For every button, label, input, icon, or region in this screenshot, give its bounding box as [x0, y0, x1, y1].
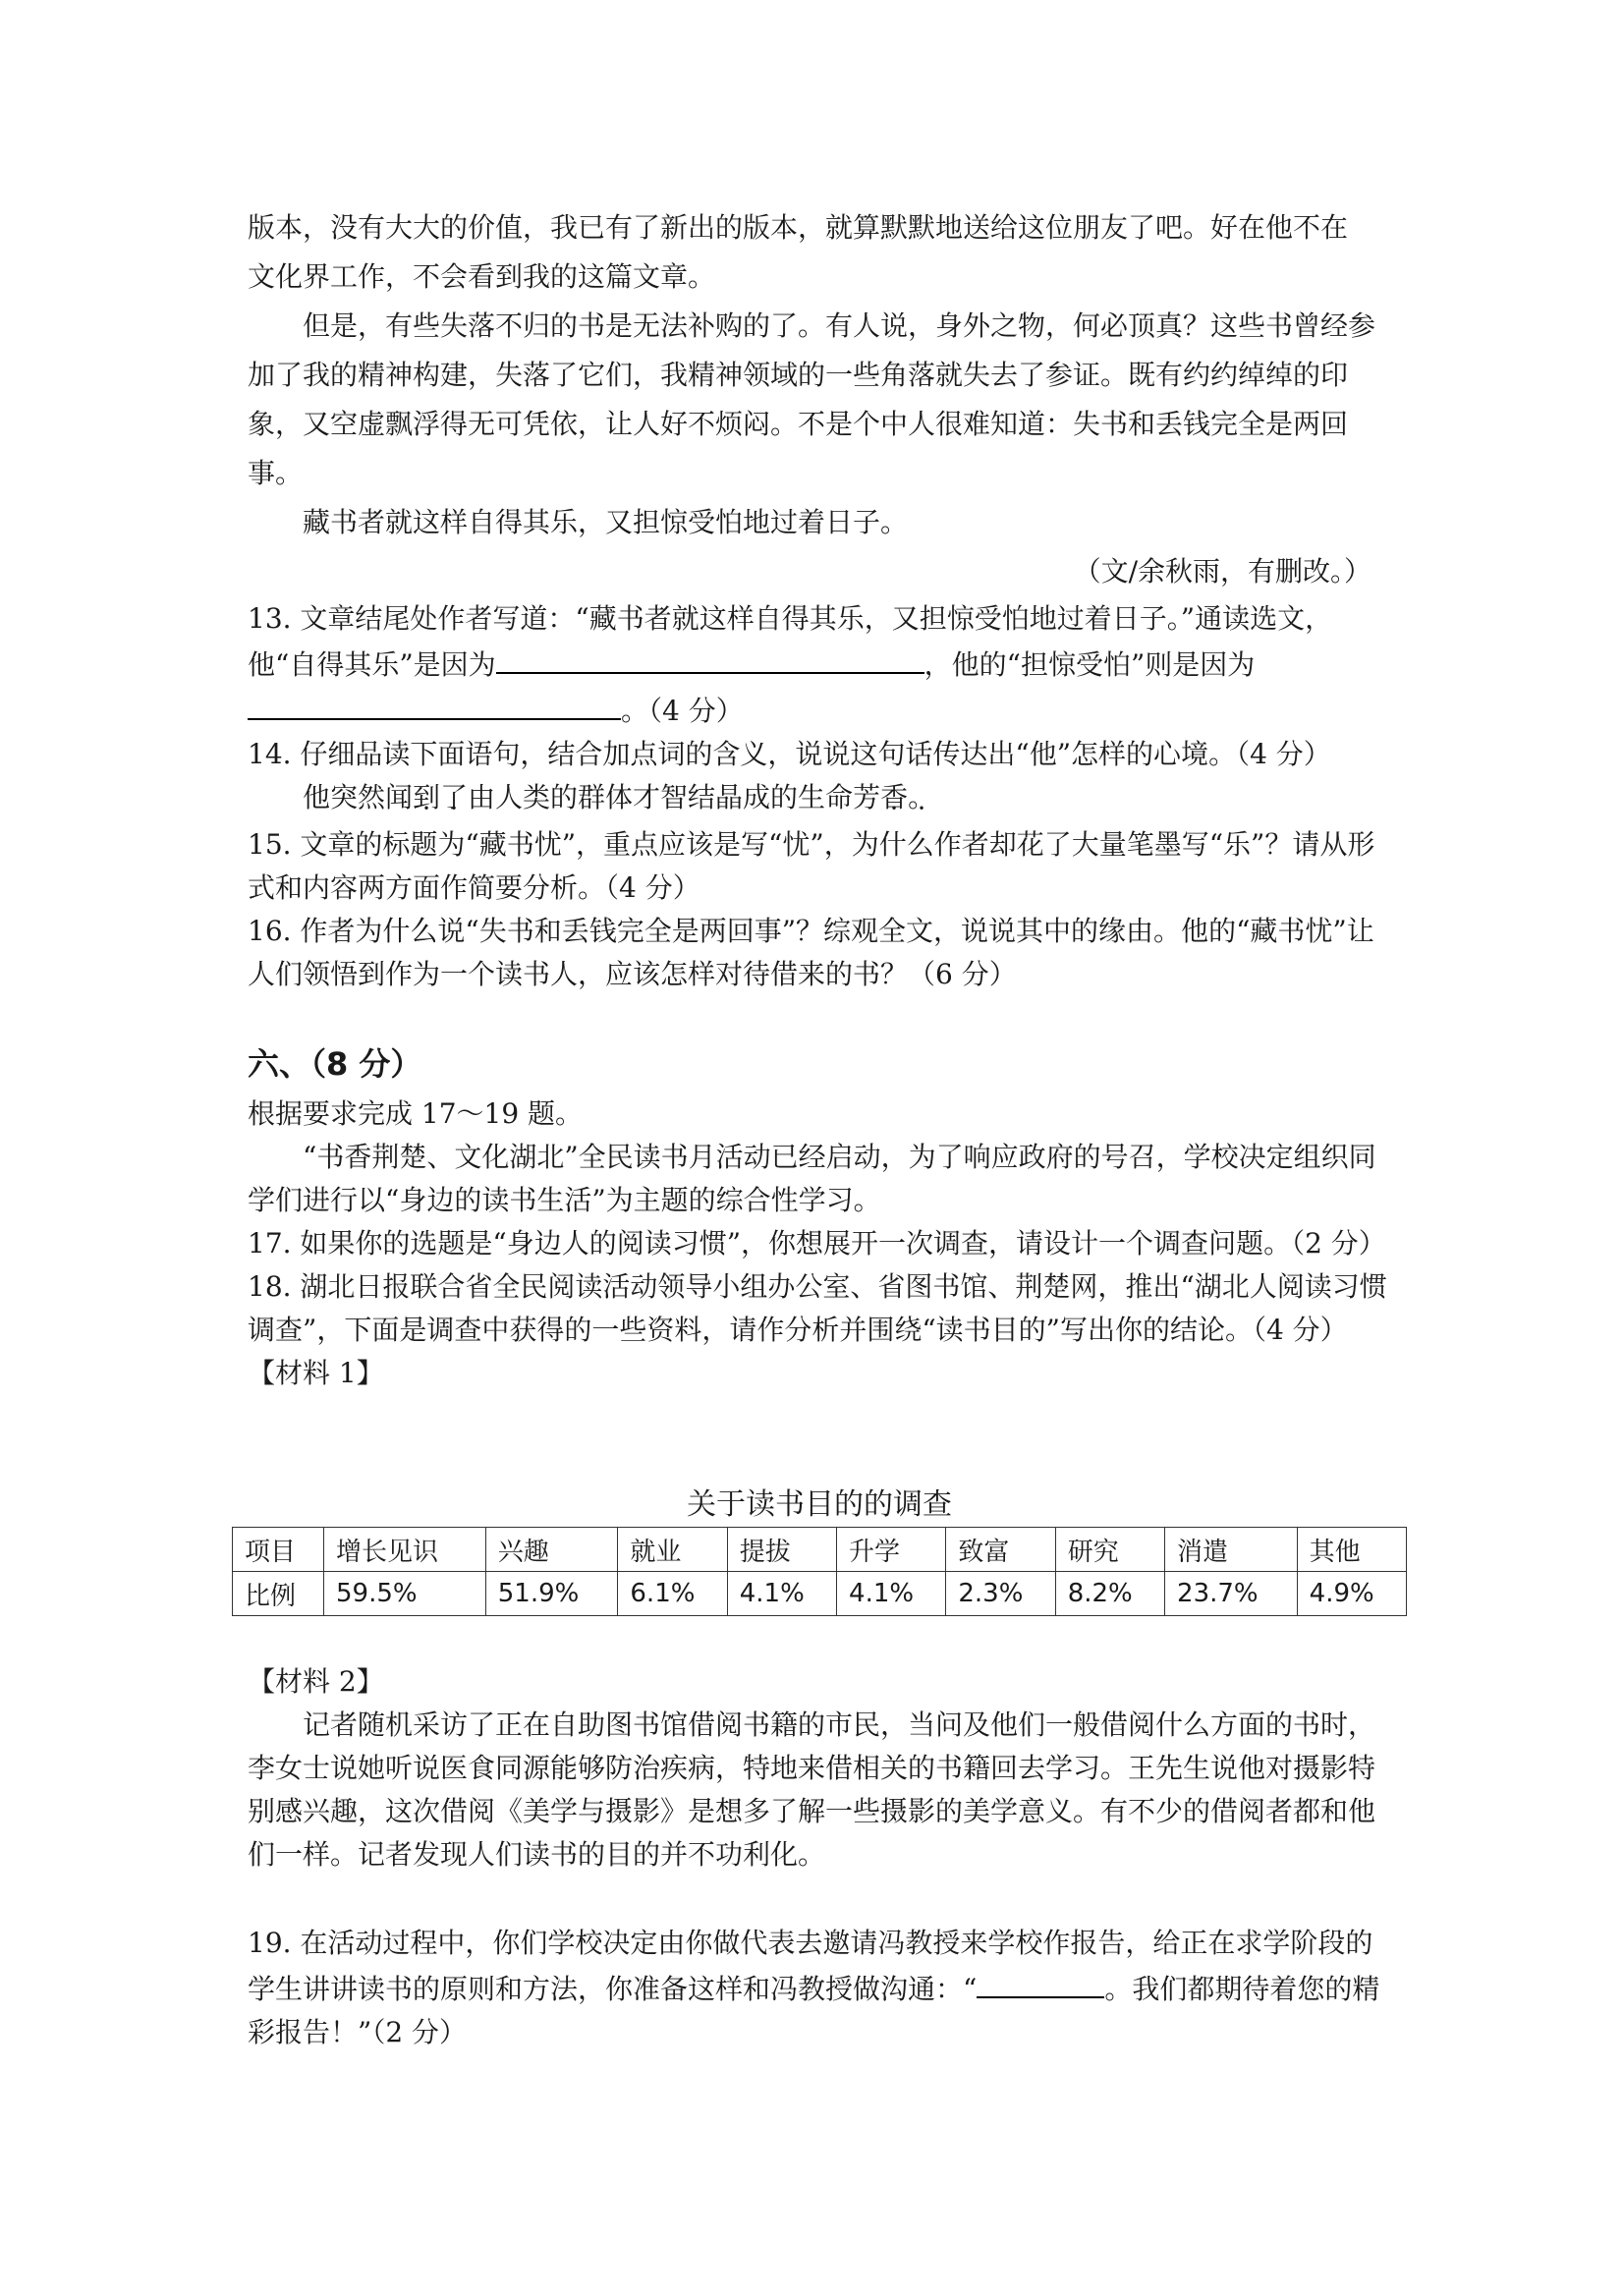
question-15: 15. 文章的标题为“藏书忧”，重点应该是写“忧”，为什么作者却花了大量笔墨写“乐”？请从形式和内容两方面作简要分析。（4 分）: [248, 828, 1375, 904]
questions-13-16: [248, 597, 1387, 996]
question-14: 14. 仔细品读下面语句，结合加点词的含义，说说这句话传达出“他”怎样的心境。（4 分）: [248, 738, 1331, 770]
table-cell: 就业: [618, 1528, 727, 1572]
question-14-quote: [248, 776, 1387, 819]
table-cell: 2.3%: [946, 1572, 1055, 1616]
table-cell: 51.9%: [485, 1572, 618, 1616]
dotted-char: 香: [880, 781, 909, 813]
table-cell: 其他: [1297, 1528, 1406, 1572]
passage-paragraph-3: 藏书者就这样自得其乐，又担惊受怕地过着日子。: [303, 506, 909, 538]
quote-text-2: 了由人类的群体才智结晶成的生命: [440, 781, 854, 813]
table-cell: 23.7%: [1165, 1572, 1298, 1616]
dotted-char: 芳: [853, 781, 881, 813]
survey-table: [232, 1527, 1407, 1616]
table-row-items: [233, 1528, 1407, 1572]
question-13-blank-1[interactable]: [496, 641, 924, 674]
question-18: 18. 湖北日报联合省全民阅读活动领导小组办公室、省图书馆、荆楚网，推出“湖北人阅读习惯调查”，下面是调查中获得的一些资料，请作分析并围绕“读书目的”写出你的结论。（4 分）: [248, 1270, 1387, 1346]
question-19: [248, 1922, 1387, 2054]
table-row-ratios: [233, 1572, 1407, 1616]
section-6-title: 六、（8 分）: [248, 1045, 422, 1083]
passage-paragraph-1-line-2: 文化界工作，不会看到我的这篇文章。: [248, 260, 716, 293]
table-cell: 消遣: [1165, 1528, 1298, 1572]
dotted-char: 到: [413, 781, 441, 813]
question-19-text-b: 。我们都期待着您的精彩报告！”（2 分）: [248, 1973, 1380, 2048]
material-1-label: 【材料 1】: [248, 1357, 384, 1389]
table-cell: 4.1%: [727, 1572, 836, 1616]
question-13-text-b: ，他的“担惊受怕”则是因为: [923, 648, 1256, 681]
section-6-body: [248, 1092, 1387, 1395]
table-cell: 8.2%: [1055, 1572, 1164, 1616]
table-cell: 提拔: [727, 1528, 836, 1572]
table-row-header: 比例: [233, 1572, 324, 1616]
table-cell: 4.1%: [837, 1572, 946, 1616]
passage-paragraph-2: 但是，有些失落不归的书是无法补购的了。有人说，身外之物，何必顶真？这些书曾经参加了我的精神构建，失落了它们，我精神领域的一些角落就失去了参证。既有约约绰绰的印象，又空虚飘浮得无可凭依，让人好不烦闷。不是个中人很难知道：失书和丢钱完全是两回事。: [248, 309, 1376, 489]
question-13: [248, 597, 1387, 733]
material-2: [248, 1660, 1387, 1876]
section-6-context: “书香荆楚、文化湖北”全民读书月活动已经启动，为了响应政府的号召，学校决定组织同学们进行以“身边的读书生活”为主题的综合性学习。: [248, 1141, 1376, 1216]
question-13-text-c: 。（4 分）: [621, 695, 744, 727]
question-17: 17. 如果你的选题是“身边人的阅读习惯”，你想展开一次调查，请设计一个调查问题。（2 分）: [248, 1227, 1386, 1260]
table-cell: 致富: [946, 1528, 1055, 1572]
quote-text-1: 他突然: [303, 781, 386, 813]
table-cell: 6.1%: [618, 1572, 727, 1616]
question-13-blank-2[interactable]: [248, 687, 621, 720]
question-16: 16. 作者为什么说“失书和丢钱完全是两回事”？综观全文，说说其中的缘由。他的“藏书忧”让人们领悟到作为一个读书人，应该怎样对待借来的书？（6 分）: [248, 915, 1374, 990]
question-13-text-a: 13. 文章结尾处作者写道：“藏书者就这样自得其乐，又担惊受怕地过着日子。”通读选文，他“自得其乐”是因为: [248, 602, 1333, 681]
passage-paragraph-1-line-1: 版本，没有大大的价值，我已有了新出的版本，就算默默地送给这位朋友了吧。好在他不在: [248, 211, 1349, 244]
table-cell: 增长见识: [324, 1528, 486, 1572]
table-cell: 4.9%: [1297, 1572, 1406, 1616]
quote-text-3: 。: [908, 781, 936, 813]
material-2-text: 记者随机采访了正在自助图书馆借阅书籍的市民，当问及他们一般借阅什么方面的书时，李女士说她听说医食同源能够防治疾病，特地来借相关的书籍回去学习。王先生说他对摄影特别感兴趣，这次借阅《美学与摄影》是想多了解一些摄影的美学意义。有不少的借阅者都和他们一样。记者发现人们读书的目的并不功利化。: [248, 1708, 1376, 1871]
section-6-intro: 根据要求完成 17～19 题。: [248, 1097, 584, 1130]
table-row-header: 项目: [233, 1528, 324, 1572]
material-2-label: 【材料 2】: [248, 1665, 384, 1698]
table-caption: 关于读书目的的调查: [687, 1487, 952, 1522]
question-19-blank[interactable]: [977, 1965, 1104, 1998]
question-19-text-a: 19. 在活动过程中，你们学校决定由你做代表去邀请冯教授来学校作报告，给正在求学阶段的学生讲讲读书的原则和方法，你准备这样和冯教授做沟通：“: [248, 1927, 1373, 2005]
table-cell: 59.5%: [324, 1572, 486, 1616]
passage: [248, 203, 1387, 596]
question-19-block: [248, 1922, 1387, 2054]
table-cell: 升学: [837, 1528, 946, 1572]
passage-source: （文/余秋雨，有删改。）: [1073, 555, 1371, 588]
table-cell: 兴趣: [485, 1528, 618, 1572]
table-cell: 研究: [1055, 1528, 1164, 1572]
dotted-char: 闻: [385, 781, 414, 813]
